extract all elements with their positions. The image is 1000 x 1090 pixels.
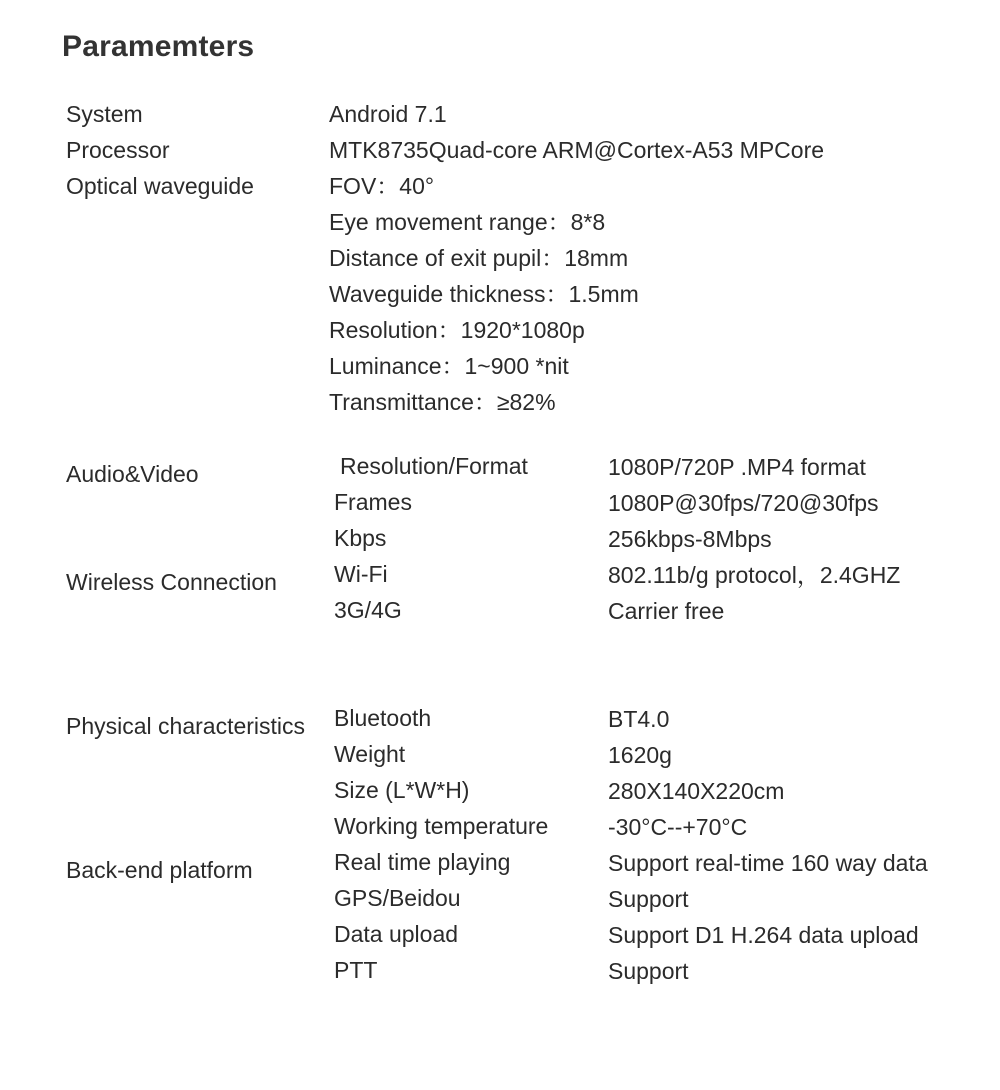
value-processor: MTK8735Quad-core ARM@Cortex-A53 MPCore — [329, 137, 825, 163]
key-bluetooth: Bluetooth — [334, 705, 432, 731]
key-size: Size (L*W*H) — [334, 777, 470, 803]
value-data-upload: Support D1 H.264 data upload — [608, 922, 919, 948]
key-3g-4g: 3G/4G — [334, 597, 402, 623]
value-resolution: Resolution：1920*1080p — [329, 317, 585, 343]
value-size: 280X140X220cm — [608, 778, 785, 804]
value-eye-movement-range: Eye movement range：8*8 — [329, 209, 606, 235]
value-weight: 1620g — [608, 742, 672, 768]
value-exit-pupil-distance: Distance of exit pupil：18mm — [329, 245, 629, 271]
key-working-temperature: Working temperature — [334, 813, 549, 839]
value-frames: 1080P@30fps/720@30fps — [608, 490, 879, 516]
value-transmittance: Transmittance：≥82% — [329, 389, 556, 415]
label-wireless-connection: Wireless Connection — [66, 569, 277, 595]
page-title: Paramemters — [62, 30, 255, 63]
label-physical-characteristics: Physical characteristics — [66, 713, 306, 739]
label-optical-waveguide: Optical waveguide — [66, 173, 254, 199]
value-ptt: Support — [608, 958, 689, 984]
value-3g-4g: Carrier free — [608, 598, 725, 624]
key-frames: Frames — [334, 489, 412, 515]
label-processor: Processor — [66, 137, 170, 163]
value-gps-beidou: Support — [608, 886, 689, 912]
value-luminance: Luminance：1~900 *nit — [329, 353, 569, 379]
value-kbps: 256kbps-8Mbps — [608, 526, 772, 552]
key-real-time-playing: Real time playing — [334, 849, 511, 875]
value-fov: FOV：40° — [329, 173, 435, 199]
key-wifi: Wi-Fi — [334, 561, 388, 587]
key-resolution-format: Resolution/Format — [340, 453, 528, 479]
value-working-temperature: -30°C--+70°C — [608, 814, 748, 840]
value-resolution-format: 1080P/720P .MP4 format — [608, 454, 866, 480]
key-weight: Weight — [334, 741, 406, 767]
key-ptt: PTT — [334, 957, 378, 983]
value-system: Android 7.1 — [329, 101, 447, 127]
value-bluetooth: BT4.0 — [608, 706, 670, 732]
value-waveguide-thickness: Waveguide thickness：1.5mm — [329, 281, 639, 307]
key-data-upload: Data upload — [334, 921, 459, 947]
label-back-end-platform: Back-end platform — [66, 857, 253, 883]
key-gps-beidou: GPS/Beidou — [334, 885, 461, 911]
key-kbps: Kbps — [334, 525, 387, 551]
value-wifi: 802.11b/g protocol，2.4GHZ — [608, 562, 901, 588]
label-system: System — [66, 101, 143, 127]
value-real-time-playing: Support real-time 160 way data — [608, 850, 928, 876]
label-audio-video: Audio&Video — [66, 461, 199, 487]
